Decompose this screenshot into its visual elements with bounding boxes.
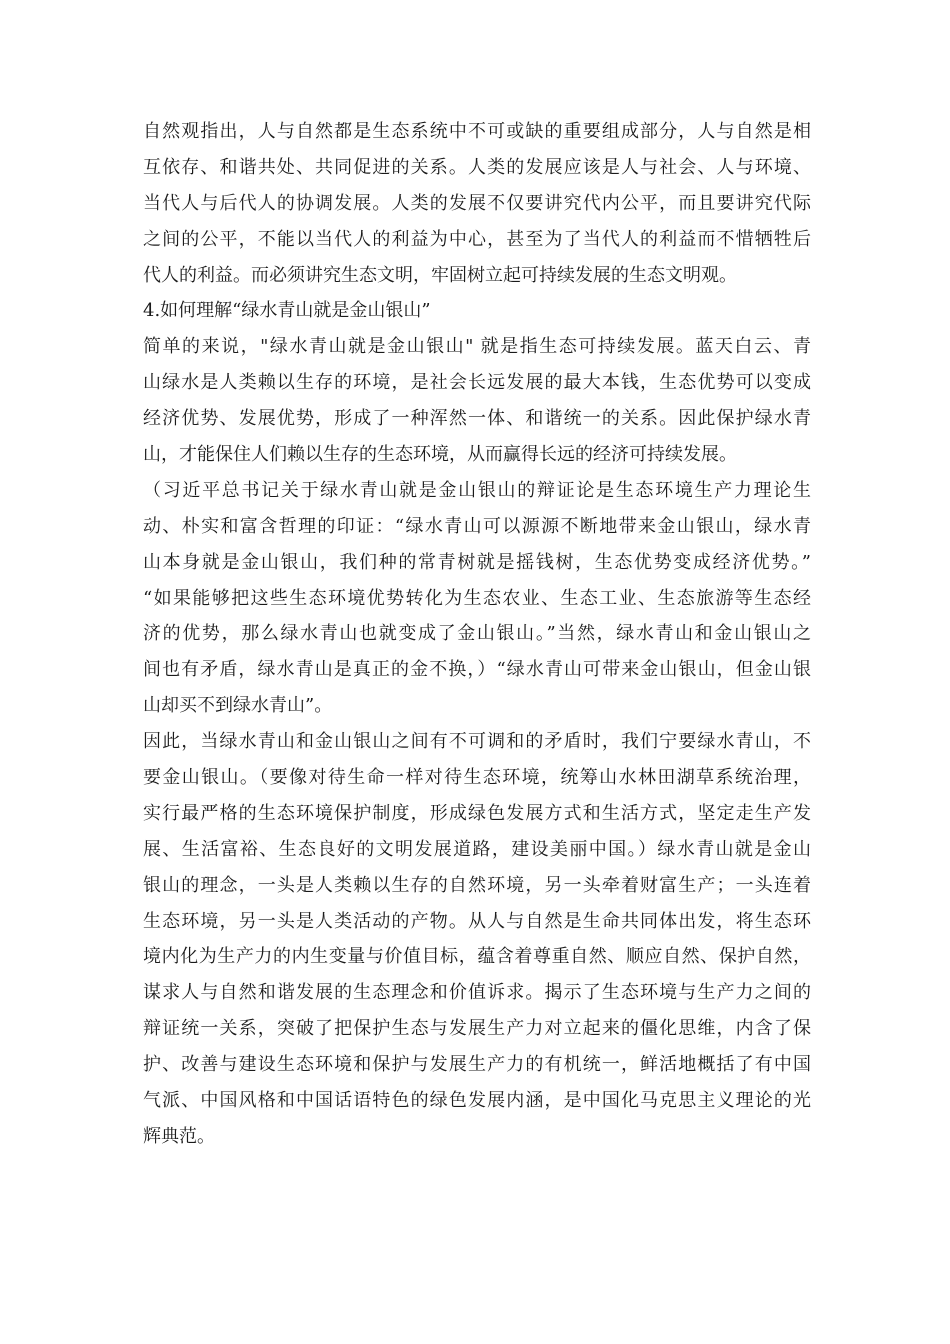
- paragraph-line: 动、朴实和富含哲理的印证：“绿水青山可以源源不断地带来金山银山，绿水青: [143, 515, 811, 537]
- paragraph-line: （习近平总书记关于绿水青山就是金山银山的辩证论是生态环境生产力理论生: [143, 479, 811, 501]
- paragraph-line: 自然观指出，人与自然都是生态系统中不可或缺的重要组成部分，人与自然是相: [143, 121, 811, 142]
- paragraph-line: 展、生活富裕、生态良好的文明发展道路，建设美丽中国。）绿水青山就是金山: [143, 838, 811, 860]
- paragraph-line: 境内化为生产力的内生变量与价值目标，蕴含着尊重自然、顺应自然、保护自然，: [143, 946, 811, 968]
- paragraph-line: 间也有矛盾，绿水青山是真正的金不换，）“绿水青山可带来金山银山，但金山银: [143, 659, 811, 681]
- paragraph-line: 互依存、和谐共处、共同促进的关系。人类的发展应该是人与社会、人与环境、: [143, 156, 811, 178]
- paragraph-line: 代人的利益。而必须讲究生态文明，牢固树立起可持续发展的生态文明观。: [143, 264, 737, 286]
- paragraph-line: 因此，当绿水青山和金山银山之间有不可调和的矛盾时，我们宁要绿水青山，不: [143, 731, 811, 753]
- paragraph-line: 山，才能保住人们赖以生存的生态环境，从而赢得长远的经济可持续发展。: [143, 444, 737, 466]
- paragraph-line: 山却买不到绿水青山”。: [143, 695, 333, 717]
- paragraph-line: 济的优势，那么绿水青山也就变成了金山银山。”当然，绿水青山和金山银山之: [143, 623, 811, 645]
- paragraph-line: 辉典范。: [143, 1125, 215, 1147]
- paragraph-line: 护、改善与建设生态环境和保护与发展生产力的有机统一，鲜活地概括了有中国: [143, 1054, 811, 1076]
- section-heading: 4.如何理解“绿水青山就是金山银山”: [143, 300, 431, 322]
- document-body: [143, 114, 811, 1155]
- paragraph-line: 辩证统一关系，突破了把保护生态与发展生产力对立起来的僵化思维，内含了保: [143, 1018, 811, 1040]
- paragraph-line: 山绿水是人类赖以生存的环境，是社会长远发展的最大本钱，生态优势可以变成: [143, 372, 811, 394]
- paragraph-line: 谋求人与自然和谐发展的生态理念和价值诉求。揭示了生态环境与生产力之间的: [143, 982, 811, 1004]
- paragraph-line: “如果能够把这些生态环境优势转化为生态农业、生态工业、生态旅游等生态经: [143, 587, 811, 609]
- paragraph-line: 简单的来说，"绿水青山就是金山银山" 就是指生态可持续发展。蓝天白云、青: [143, 336, 811, 358]
- paragraph-line: 山本身就是金山银山，我们种的常青树就是摇钱树，生态优势变成经济优势。”: [143, 551, 811, 573]
- paragraph-line: 当代人与后代人的协调发展。人类的发展不仅要讲究代内公平，而且要讲究代际: [143, 192, 811, 214]
- paragraph-line: 经济优势、发展优势，形成了一种浑然一体、和谐统一的关系。因此保护绿水青: [143, 408, 811, 430]
- paragraph-line: 要金山银山。（要像对待生命一样对待生态环境，统筹山水林田湖草系统治理，: [143, 767, 811, 789]
- paragraph-line: 实行最严格的生态环境保护制度，形成绿色发展方式和生活方式，坚定走生产发: [143, 802, 811, 824]
- paragraph-line: 气派、中国风格和中国话语特色的绿色发展内涵，是中国化马克思主义理论的光: [143, 1090, 811, 1112]
- paragraph-line: 生态环境，另一头是人类活动的产物。从人与自然是生命共同体出发，将生态环: [143, 910, 811, 932]
- paragraph-line: 银山的理念，一头是人类赖以生存的自然环境，另一头牵着财富生产；一头连着: [143, 874, 811, 896]
- paragraph-line: 之间的公平，不能以当代人的利益为中心，甚至为了当代人的利益而不惜牺牲后: [143, 228, 811, 250]
